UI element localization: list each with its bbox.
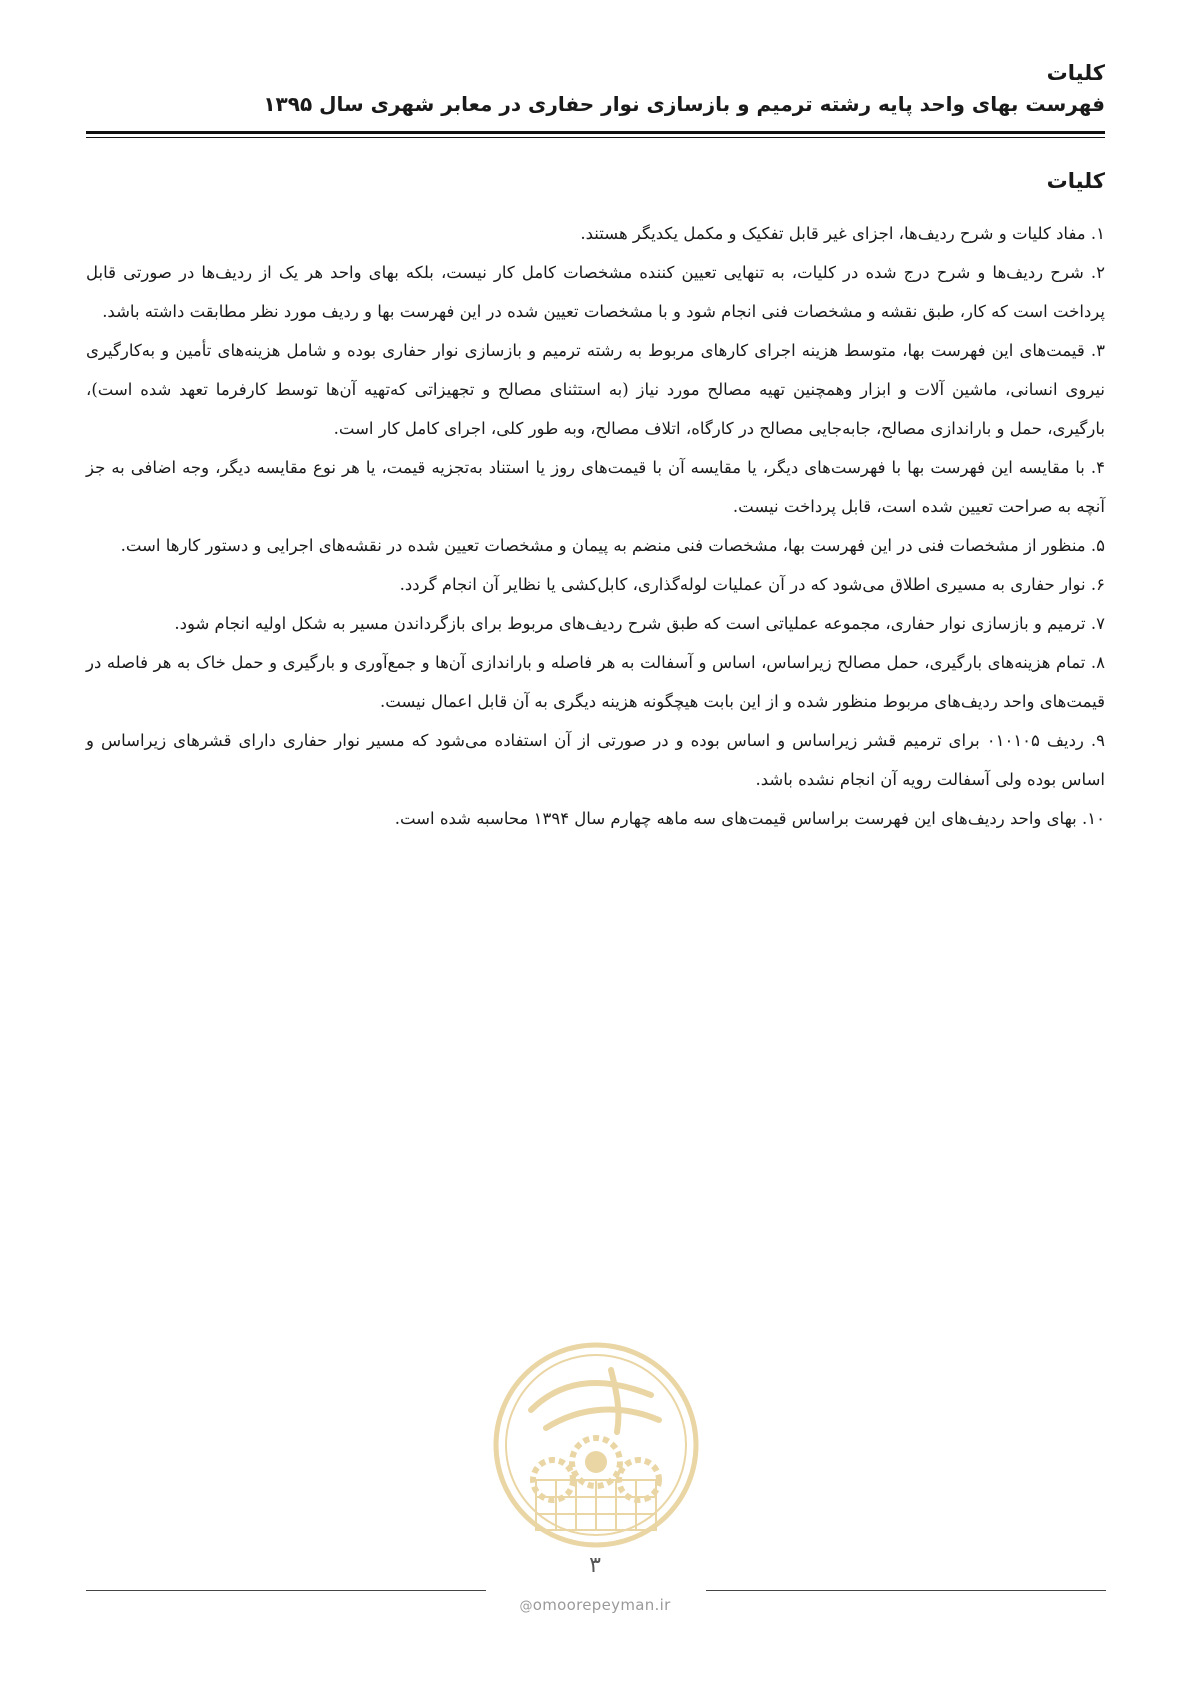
header-title: کلیات	[1046, 61, 1105, 85]
header-rule-thin	[86, 137, 1105, 138]
clause-item: ۷. ترمیم و بازسازی نوار حفاری، مجموعه عملیاتی است که طبق شرح ردیف‌های مربوط برای بازگرداندن مسیر به شکل اولیه انجام شود.	[174, 614, 1105, 633]
clause-list	[86, 214, 1105, 838]
footer-rule-left	[86, 1590, 486, 1591]
clause-item: ۱. مفاد کلیات و شرح ردیف‌ها، اجزای غیر قابل تفکیک و مکمل یکدیگر هستند.	[580, 224, 1105, 243]
section-heading: کلیات	[1046, 169, 1105, 193]
main-content	[86, 160, 1105, 838]
header-rule-thick	[86, 131, 1105, 134]
at-icon: @	[519, 1599, 533, 1614]
header-subtitle: فهرست بهای واحد پایه رشته ترمیم و بازسازی نوار حفاری در معابر شهری سال ۱۳۹۵	[263, 92, 1105, 116]
clause-item: ۹. ردیف ۰۱۰۱۰۵ برای ترمیم قشر زیراساس و اساس بوده و در صورتی از آن استفاده می‌شود که مسیر نوار حفاری دارای قشرهای زیراساس و اساس بوده ولی آسفالت رویه آن انجام نشده باشد.	[86, 731, 1105, 789]
clause-item: ۲. شرح ردیف‌ها و شرح درج شده در کلیات، به تنهایی تعیین کننده مشخصات کامل کار نیست، بلکه بهای واحد هر یک از ردیف‌ها در صورتی قابل پرداخت است که کار، طبق نقشه و مشخصات فنی انجام شود و با مشخصات تعیین شده در این فهرست بها و ردیف مورد نظر مطابقت داشته باشد.	[86, 263, 1105, 321]
omoor-peyman-logo	[491, 1340, 701, 1550]
website-watermark	[480, 1596, 710, 1614]
clause-item: ۶. نوار حفاری به مسیری اطلاق می‌شود که در آن عملیات لوله‌گذاری، کابل‌کشی یا نظایر آن انجام گردد.	[399, 575, 1105, 594]
clause-item: ۴. با مقایسه این فهرست بها با فهرست‌های دیگر، یا مقایسه آن با قیمت‌های روز یا استناد به‌تجزیه قیمت، یا هر نوع مقایسه دیگر، وجه اضافی به جز آنچه به صراحت تعیین شده است، قابل پرداخت نیست.	[86, 458, 1105, 516]
clause-item: ۵. منظور از مشخصات فنی در این فهرست بها، مشخصات فنی منضم به پیمان و مشخصات تعیین شده در نقشه‌های اجرایی و دستور کارها است.	[120, 536, 1105, 555]
page-number: ۳	[589, 1553, 601, 1578]
clause-item: ۸. تمام هزینه‌های بارگیری، حمل مصالح زیراساس، اساس و آسفالت به هر فاصله و باراندازی آن‌ها و جمع‌آوری و بارگیری و حمل خاک به هر فاصله در قیمت‌های واحد ردیف‌های مربوط منظور شده و از این بابت هیچگونه هزینه دیگری به آن قابل اعمال نیست.	[86, 653, 1105, 711]
watermark-text: omoorepeyman.ir	[532, 1596, 671, 1614]
clause-item: ۱۰. بهای واحد ردیف‌های این فهرست براساس قیمت‌های سه ماهه چهارم سال ۱۳۹۴ محاسبه شده است.	[394, 809, 1105, 828]
clause-item: ۳. قیمت‌های این فهرست بها، متوسط هزینه اجرای کارهای مربوط به رشته ترمیم و بازسازی نوار حفاری بوده و شامل هزینه‌های تأمین و به‌کارگیری نیروی انسانی، ماشین آلات و ابزار وهمچنین تهیه مصالح مورد نیاز (به استثنای مصالح و تجهیزاتی که‌تهیه آن‌ها توسط کارفرما تعهد شده است)، بارگیری، حمل و باراندازی مصالح، جابه‌جایی مصالح در کارگاه، اتلاف مصالح، وبه طور کلی، اجرای کامل کار است.	[86, 341, 1105, 438]
page-header	[86, 58, 1105, 120]
footer-rule-right	[706, 1590, 1106, 1591]
